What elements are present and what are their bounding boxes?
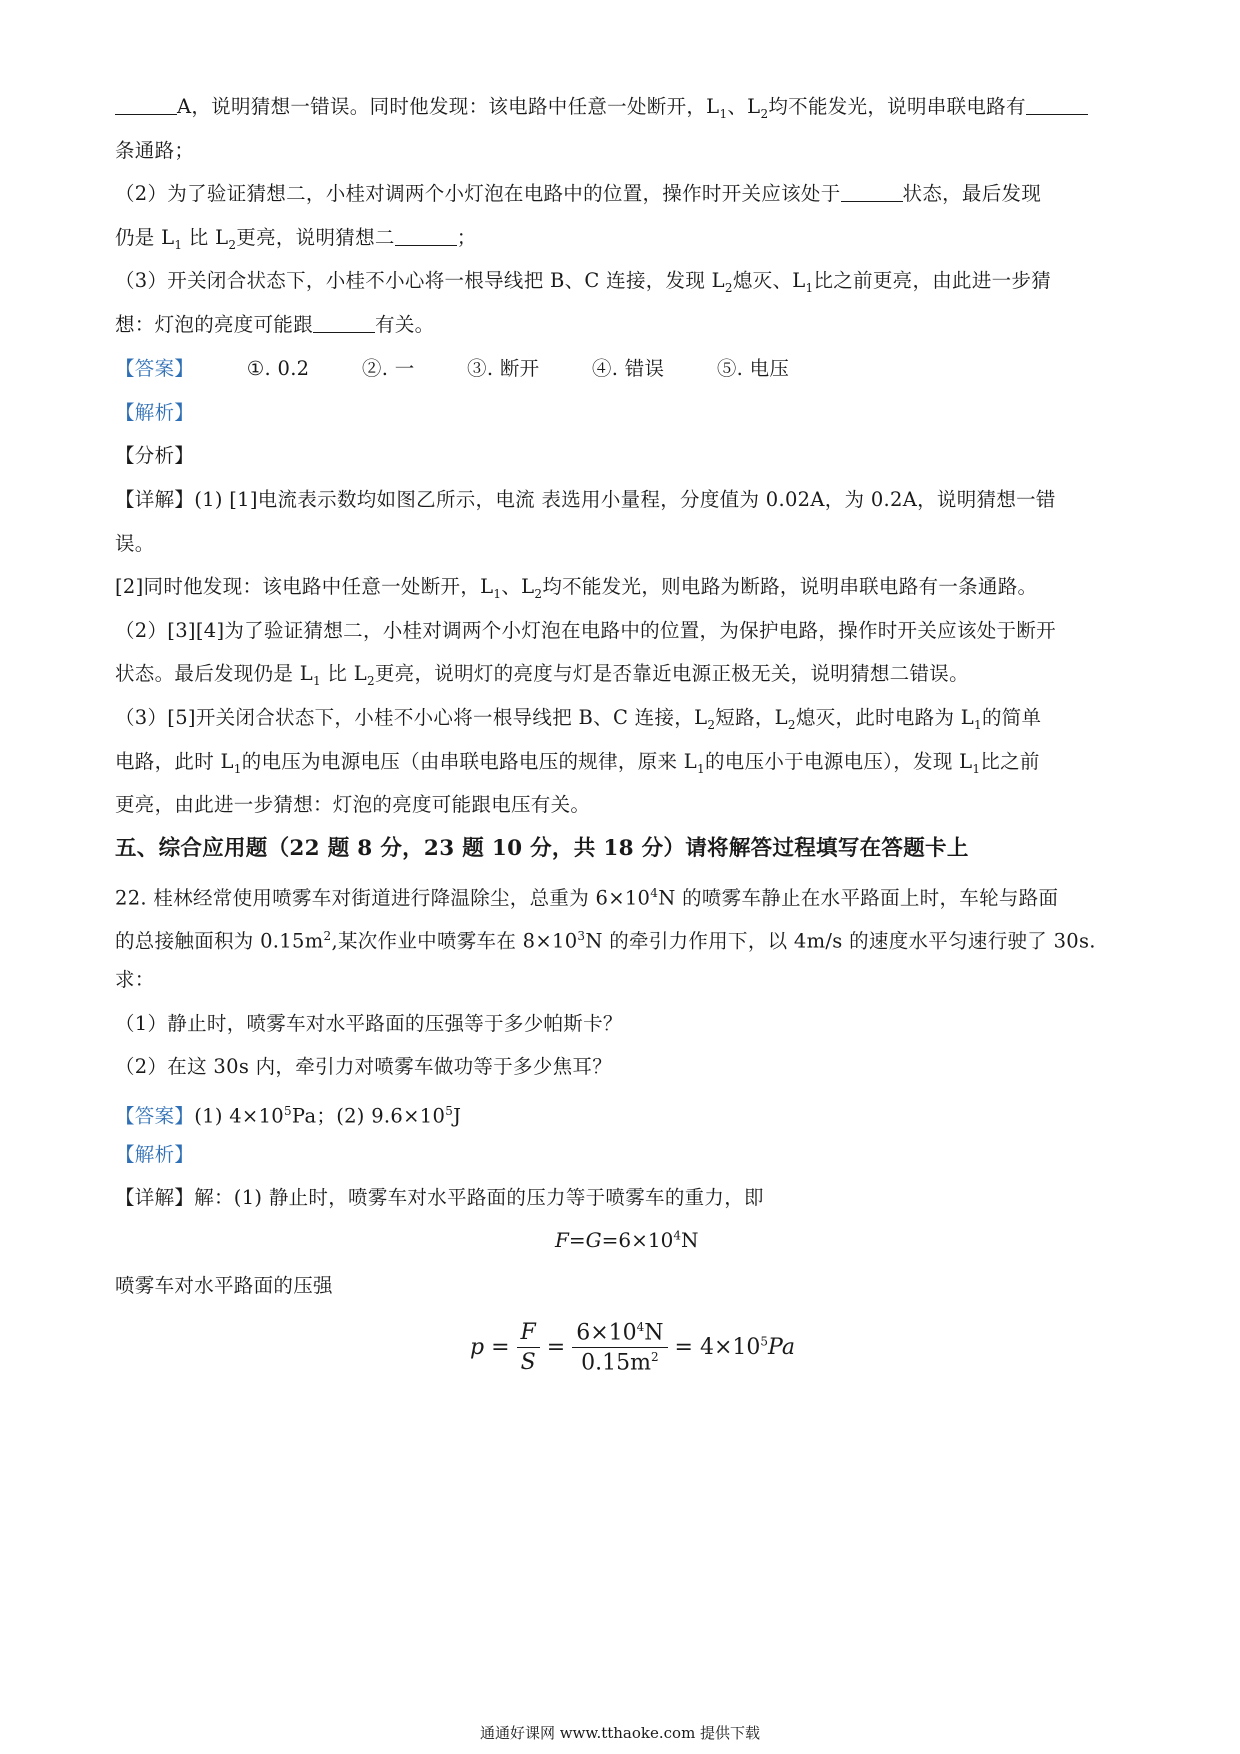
detail-line: 喷雾车对水平路面的压强 [115,1274,333,1297]
analysis-tag: 【解析】 [115,401,195,424]
detail-line: 更亮，由此进一步猜想：灯泡的亮度可能跟电压有关。 [115,793,591,816]
question-line: （2）在这 30s 内，牵引力对喷雾车做功等于多少焦耳？ [115,1055,613,1078]
detail-line: 状态。最后发现仍是 $L_1$ 比 $L_2$更亮，说明灯的亮度与灯是否靠近电源正极无关，说明猜想二错误。 [115,662,969,688]
answer-line: 【答案】(1) $4\times 10^5Pa$；(2) $9.6\times 10^5J$ [115,1104,462,1128]
answer-blank [395,225,457,246]
answer-line [115,355,1130,383]
answer-blank [1026,94,1088,115]
fraction-f-over-s: $\frac{F}{S}$ [517,1320,540,1375]
footer-watermark: 通通好课网 www.tthaoke.com 提供下载 [479,1724,761,1742]
answer-item: ②. 一 [361,357,415,380]
question-line: （1）静止时，喷雾车对水平路面的压强等于多少帕斯卡？ [115,1012,623,1035]
fraction-values: $\frac{6\times 10^4N}{0.15m^2}$ [572,1320,667,1376]
answer-item: ④. 错误 [591,357,665,380]
question-line: 求： [115,968,155,991]
equation-pressure: p = $\frac{F}{S}$ = $\frac{6\times 10^4N}{0.15m^2}$ = $4\times 10^5Pa$ [470,1320,795,1376]
equation-pressure-force: $F=G=6\times 10^4N$ [555,1228,699,1252]
detail-line: [2]同时他发现：该电路中任意一处断开，$L_1$、$L_2$均不能发光，则电路为断路，说明串联电路有一条通路。 [115,575,1038,601]
question-line: 想：灯泡的亮度可能跟 有关。 [115,313,435,336]
detail-line: 【详解】解：(1) 静止时，喷雾车对水平路面的压力等于喷雾车的重力，即 [115,1186,764,1209]
detail-line: 误。 [115,532,155,555]
question-line: A，说明猜想一错误。同时他发现：该电路中任意一处断开，$L_1$、$L_2$均不能发光，说明串联电路有 [115,93,1130,128]
question-line: 条通路； [115,139,195,162]
question-line: 22. 桂林经常使用喷雾车对街道进行降温除尘，总重为 $6\times 10^4N$ 的喷雾车静止在水平路面上时，车轮与路面 [115,886,1059,910]
question-line: （3）开关闭合状态下，小桂不小心将一根导线把 B、C 连接，发现 $L_2$熄灭、$L_1$比之前更亮，由此进一步猜 [115,269,1052,295]
detail-line: （2）[3][4]为了验证猜想二，小桂对调两个小灯泡在电路中的位置，为保护电路，操作时开关应该处于断开 [115,619,1056,642]
detail-line: （3）[5]开关闭合状态下，小桂不小心将一根导线把 B、C 连接，$L_2$短路，$L_2$熄灭，此时电路为 $L_1$的简单 [115,706,1042,732]
analysis-tag: 【解析】 [115,1143,195,1166]
answer-tag: 【答案】 [115,1104,195,1128]
answer-item: ①. 0.2 [246,357,310,380]
detail-line: 【详解】(1) [1]电流表示数均如图乙所示，电流 表选用小量程，分度值为 0.02A，为 0.2A，说明猜想一错 [115,488,1056,511]
answer-blank [841,181,903,202]
answer-item: ⑤. 电压 [716,357,790,380]
question-line: 的总接触面积为 $0.15m^2$,某次作业中喷雾车在 $8\times 10^3N$ 的牵引力作用下，以 4m/s 的速度水平匀速行驶了 30s. [115,929,1096,953]
fenxi-tag: 【分析】 [115,444,195,467]
question-line: 仍是 $L_1$ 比 $L_2$更亮，说明猜想二 ； [115,226,477,252]
answer-item: ③. 断开 [467,357,540,380]
answer-blank [313,312,375,333]
question-line: （2）为了验证猜想二，小桂对调两个小灯泡在电路中的位置，操作时开关应该处于 状态，最后发现 [115,182,1042,205]
answer-tag: 【答案】 [115,357,195,380]
section-title: 五、综合应用题（22 题 8 分，23 题 10 分，共 18 分）请将解答过程填写在答题卡上 [115,836,969,861]
detail-line: 电路，此时 $L_1$的电压为电源电压（由串联电路电压的规律，原来 $L_1$的电压小于电源电压），发现 $L_1$比之前 [115,750,1040,776]
answer-blank [115,94,177,115]
